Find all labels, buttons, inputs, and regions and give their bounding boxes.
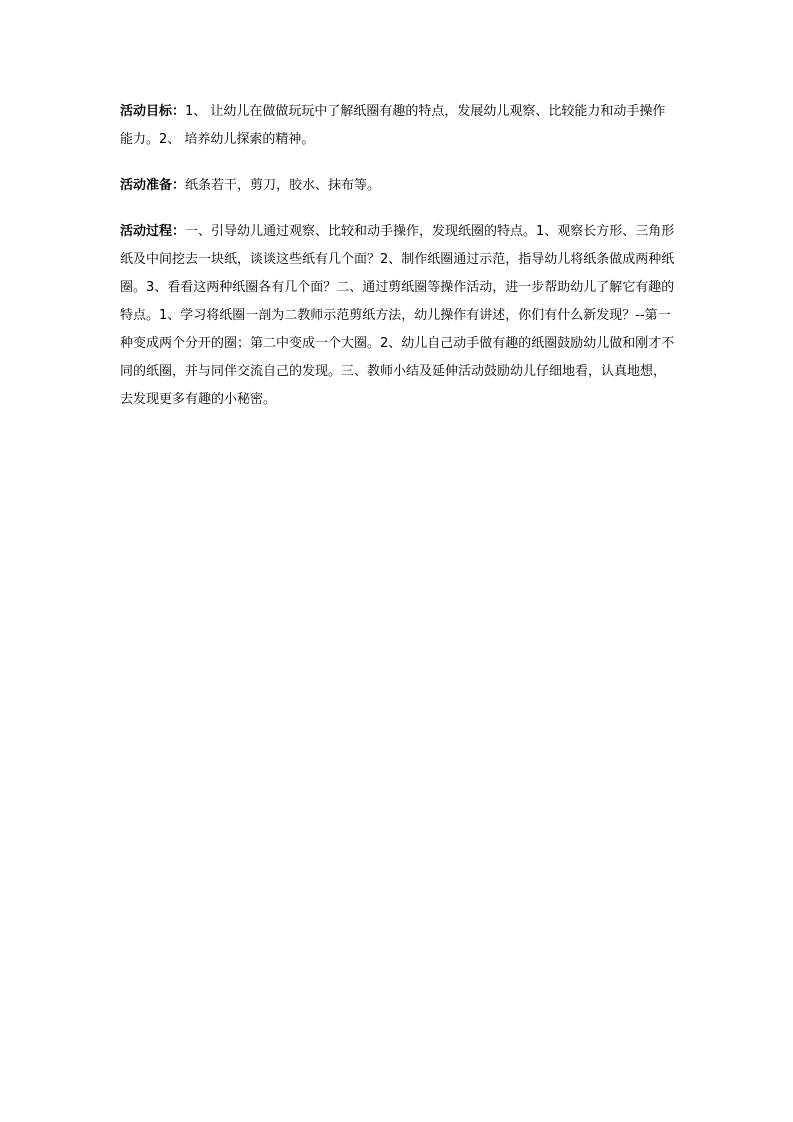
activity-goal-paragraph: [120, 98, 676, 154]
activity-preparation-paragraph: [120, 172, 676, 200]
activity-process-text: 一、引导幼儿通过观察、比较和动手操作，发现纸圈的特点。1、观察长方形、三角形纸及中间挖去一块纸，谈谈这些纸有几个面？2、制作纸圈通过示范，指导幼儿将纸条做成两种纸圈。3、看看这两种纸圈各有几个面？二、通过剪纸圈等操作活动，进一步帮助幼儿了解它有趣的特点。1、学习将纸圈一剖为二教师示范剪纸方法，幼儿操作有讲述，你们有什么新发现？--第一种变成两个分开的圈；第二中变成一个大圈。2、幼儿自己动手做有趣的纸圈鼓励幼儿做和刚才不同的纸圈，并与同伴交流自己的发现。三、教师小结及延伸活动鼓励幼儿仔细地看，认真地想，去发现更多有趣的小秘密。: [120, 224, 675, 407]
activity-preparation-label: 活动准备：: [120, 178, 186, 193]
activity-preparation-text: 纸条若干，剪刀，胶水、抹布等。: [185, 178, 381, 193]
activity-process-paragraph: [120, 218, 676, 414]
document-page: [120, 98, 676, 414]
activity-goal-text: 1、 让幼儿在做做玩玩中了解纸圈有趣的特点，发展幼儿观察、比较能力和动手操作能力。2、 培养幼儿探索的精神。: [120, 104, 666, 147]
activity-goal-label: 活动目标：: [120, 104, 186, 119]
activity-process-label: 活动过程：: [120, 224, 186, 239]
